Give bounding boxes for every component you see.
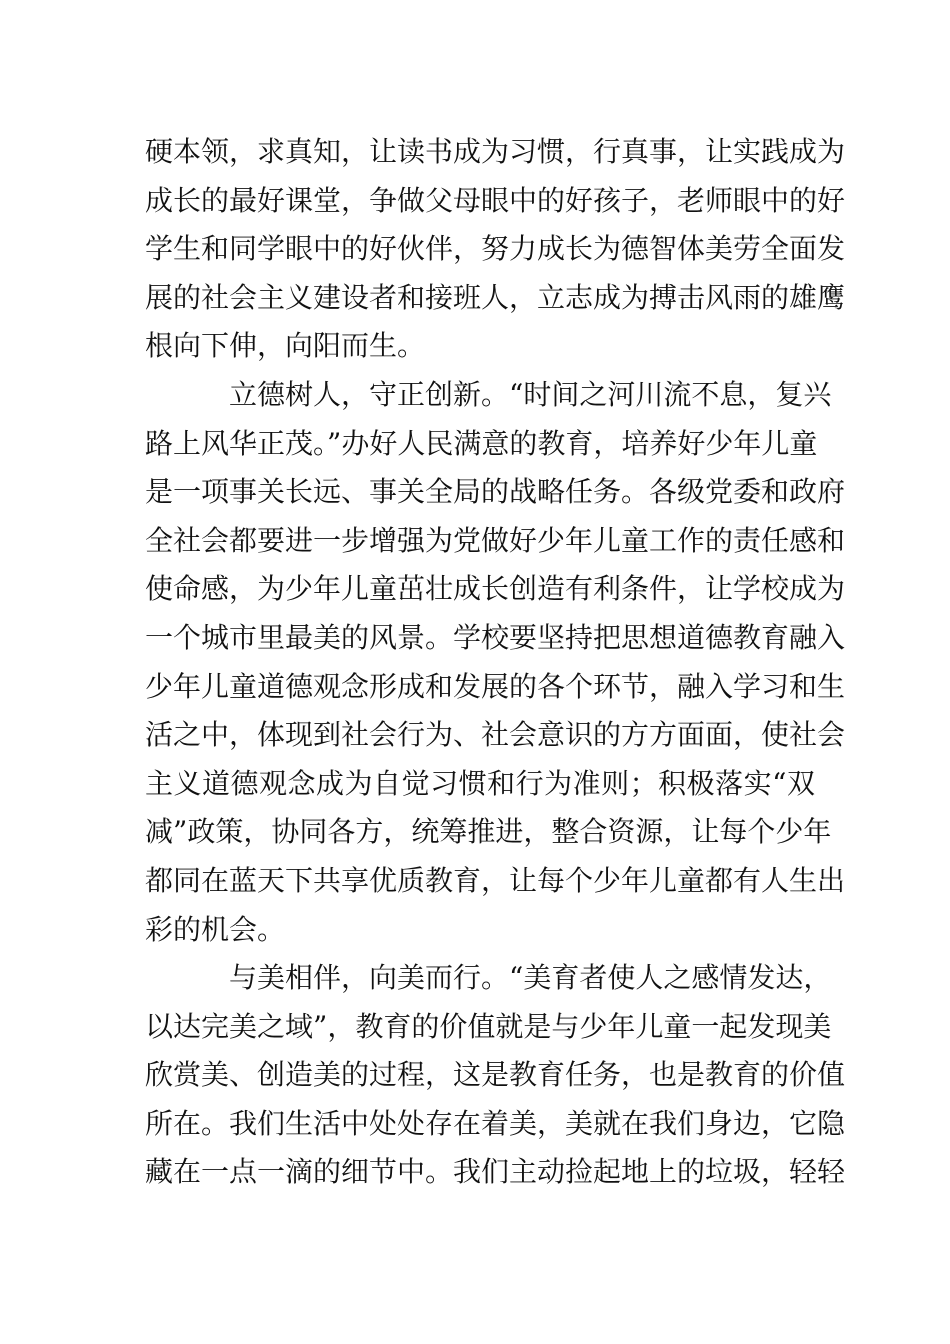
text-line: 所在。我们生活中处处存在着美，美就在我们身边，它隐 xyxy=(145,1106,846,1140)
text-line: 全社会都要进一步增强为党做好少年儿童工作的责任感和 xyxy=(145,523,846,557)
text-line: 少年儿童道德观念形成和发展的各个环节，融入学习和生 xyxy=(145,669,846,703)
text-line: 活之中，体现到社会行为、社会意识的方方面面，使社会 xyxy=(145,718,846,752)
text-line: 一个城市里最美的风景。学校要坚持把思想道德教育融入 xyxy=(145,620,846,654)
text-line: 学生和同学眼中的好伙伴，努力成长为德智体美劳全面发 xyxy=(145,232,846,266)
text-line: 是一项事关长远、事关全局的战略任务。各级党委和政府 xyxy=(145,475,846,509)
text-line: 成长的最好课堂，争做父母眼中的好孩子，老师眼中的好 xyxy=(145,183,846,217)
text-line: 以达完美之域”，教育的价值就是与少年儿童一起发现美 xyxy=(145,1009,832,1043)
text-line: 减”政策，协同各方，统筹推进，整合资源，让每个少年 xyxy=(145,815,832,849)
text-line: 立德树人，守正创新。“时间之河川流不息，复兴 xyxy=(229,377,832,411)
text-line: 欣赏美、创造美的过程，这是教育任务，也是教育的价值 xyxy=(145,1058,846,1092)
text-line: 彩的机会。 xyxy=(145,912,286,946)
text-line: 根向下伸，向阳而生。 xyxy=(145,329,426,363)
body-text xyxy=(145,128,846,1197)
text-line: 展的社会主义建设者和接班人，立志成为搏击风雨的雄鹰 xyxy=(145,280,846,314)
text-line: 藏在一点一滴的细节中。我们主动捡起地上的垃圾，轻轻 xyxy=(145,1155,846,1189)
text-line: 都同在蓝天下共享优质教育，让每个少年儿童都有人生出 xyxy=(145,863,846,897)
text-line: 使命感，为少年儿童茁壮成长创造有利条件，让学校成为 xyxy=(145,572,846,606)
text-line: 主义道德观念成为自觉习惯和行为准则；积极落实“双 xyxy=(145,766,815,800)
text-line: 路上风华正茂。”办好人民满意的教育，培养好少年儿童 xyxy=(145,426,818,460)
text-line: 与美相伴，向美而行。“美育者使人之感情发达， xyxy=(229,961,832,995)
text-line: 硬本领，求真知，让读书成为习惯，行真事，让实践成为 xyxy=(145,135,846,168)
